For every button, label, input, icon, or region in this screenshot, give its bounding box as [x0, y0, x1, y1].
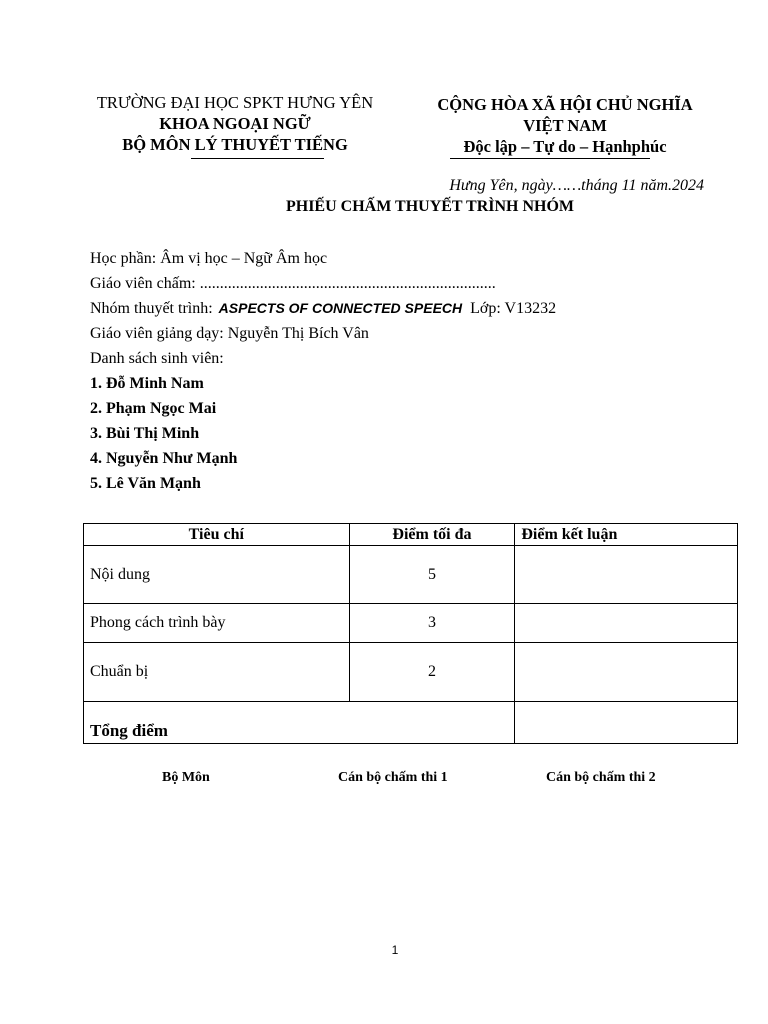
teacher-line: Giáo viên giảng dạy: Nguyễn Thị Bích Vân	[90, 325, 369, 342]
class-code: Lớp: V13232	[470, 300, 557, 317]
motto-underline	[450, 158, 650, 159]
student-item: 2. Phạm Ngọc Mai	[90, 400, 217, 417]
faculty-name: KHOA NGOẠI NGỮ	[159, 114, 311, 133]
criterion-cell: Nội dung	[84, 546, 350, 604]
national-motto: Độc lập – Tự do – Hạnhphúc	[463, 137, 667, 156]
score-table	[83, 523, 738, 744]
signature-grader-1: Cán bộ chấm thi 1	[338, 770, 448, 785]
total-label: Tổng điểm	[84, 702, 515, 744]
page-title: PHIẾU CHẤM THUYẾT TRÌNH NHÓM	[285, 198, 575, 215]
group-line	[90, 296, 556, 321]
grader-line: Giáo viên chấm: ..........................................................................	[90, 275, 496, 292]
max-score-cell: 3	[349, 604, 515, 643]
page-number: 1	[391, 943, 399, 957]
final-score-cell	[515, 604, 738, 643]
table-header-row	[84, 524, 738, 546]
student-list	[90, 371, 556, 496]
group-label: Nhóm thuyết trình:	[90, 300, 213, 317]
student-item: 1. Đỗ Minh Nam	[90, 375, 204, 392]
national-header	[410, 94, 720, 157]
group-topic: ASPECTS OF CONNECTED SPEECH	[218, 300, 463, 316]
table-row	[84, 546, 738, 604]
criterion-cell: Phong cách trình bày	[84, 604, 350, 643]
max-score-cell: 2	[349, 643, 515, 702]
table-row	[84, 643, 738, 702]
total-row	[84, 702, 738, 744]
header-criterion: Tiêu chí	[84, 524, 350, 546]
course-line: Học phần: Âm vị học – Ngữ Âm học	[90, 250, 328, 267]
signature-grader-2: Cán bộ chấm thi 2	[546, 770, 656, 785]
department-name: BỘ MÔN LÝ THUYẾT TIẾNG	[122, 135, 348, 154]
criterion-cell: Chuẩn bị	[84, 643, 350, 702]
student-item: 5. Lê Văn Mạnh	[90, 475, 201, 492]
republic-title-line2: VIỆT NAM	[523, 116, 607, 135]
republic-title-line1: CỘNG HÒA XÃ HỘI CHỦ NGHĨA	[437, 95, 693, 114]
total-score-cell	[515, 702, 738, 744]
student-item: 4. Nguyễn Như Mạnh	[90, 450, 238, 467]
institution-header	[80, 92, 390, 155]
header-final-score: Điểm kết luận	[515, 524, 738, 546]
university-name: TRƯỜNG ĐẠI HỌC SPKT HƯNG YÊN	[96, 93, 374, 112]
final-score-cell	[515, 643, 738, 702]
max-score-cell: 5	[349, 546, 515, 604]
table-row	[84, 604, 738, 643]
department-underline	[191, 158, 324, 159]
date-line: Hưng Yên, ngày……tháng 11 năm.2024	[449, 177, 704, 194]
student-list-label: Danh sách sinh viên:	[90, 350, 224, 367]
final-score-cell	[515, 546, 738, 604]
info-block	[90, 246, 556, 496]
student-item: 3. Bùi Thị Minh	[90, 425, 200, 442]
signature-department: Bộ Môn	[162, 770, 210, 785]
header-max-score: Điểm tối đa	[349, 524, 515, 546]
